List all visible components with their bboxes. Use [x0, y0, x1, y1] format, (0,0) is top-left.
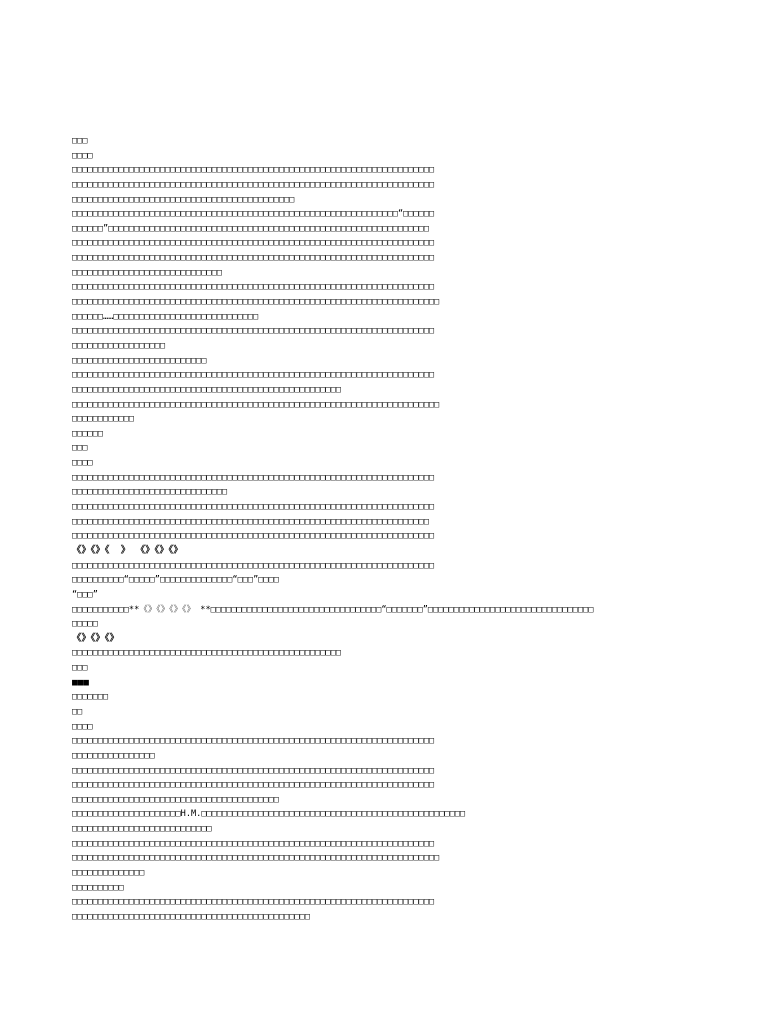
text-line: □□□□□□□□□□□□□□□□□□□□□□□□□□□□□□□□□□□□□□□□□□□□□□□□□□□□□□□□□□□□□□□□□□□□□□ [72, 531, 435, 542]
text-line: □□□□□□□□□□□□□□□□□□□□□H.M.□□□□□□□□□□□□□□□□□□□□□□□□□□□□□□□□□□□□□□□□□□□□□□□□□□□ [72, 809, 466, 820]
text-line: □□□□□□□□□□□□□□□□□□□□□□□□□□□□□□ [72, 487, 228, 498]
text-line: □□□□□□□□□□ [72, 882, 124, 893]
text-line: □□□□□□ [72, 428, 104, 439]
section-subheading-line: □□□□ [72, 458, 93, 469]
text-line: □□□□□□□□□□□□□□□□□□□□□□□□□□□□□□□□□□□□□□□□□□□□□□□□□□□□□□□□□□□□□□□□□□□□□□□ [72, 399, 440, 410]
text-line: □□□□□□□□□□□□□□□□□□□□□□□□□□□□□□□□□□□□□□□□□□□□□□□□□□□□□□□□□□□□□□□□□□□□□□ [72, 472, 435, 483]
text-line: □□□□□□□□□□□□□□□□□□□□□□□□□□□□□□□□□□□□□□□□□□□□□□□□□□□□□□□□□□□□□□□□□□□□□□ [72, 253, 435, 264]
text-line: □□□□□□□□□□□□□□□□□□□□□□□□□□□□□□□□□□□□□□□□□□□□□□ [72, 911, 310, 922]
document-body [72, 134, 712, 925]
book-title-line: 《》《》《》 [72, 632, 119, 644]
text-line: □□□□□□□□□□□□□□□□□□□□□□□□□□□□□□□□□□□□□□□□□□□□□□□□□□□□□□□□□□□□□□□□□□□□□□ [72, 238, 435, 249]
bold-heading-line: ■■■ [72, 676, 89, 688]
text-line: □□□□□□□□□□□□□□□□□□□□□□□□□□□□□□□□□□□□□□□□□□□□□□□□□□□□□□□□□□□□□□□□□□□□□□ [72, 560, 435, 571]
text-line: □□□□□□□□□□□□□□□□□□□□□□□□□□□□□□□□□□□□□□□□ [72, 794, 279, 805]
section-heading-line: □□□ [72, 663, 88, 674]
text-line: □□□□□□□□□□□□□□□□□□□□□□□□□□□□□□□□□□□□□□□□□□□□□□□□□□□□□□□□□□□□□□□□□□□□□□ [72, 165, 435, 176]
text-line: □□□□□□□□□□□□□□□□□□□□□□□□□□□□□□□□□□□□□□□□□□□□□□□□□□□□□□□□□□□□□□□□□□□□□□ [72, 179, 435, 190]
text-line: □□□□□□□□□□□□□□□□□□□□□□□□□□□ [72, 824, 212, 835]
section-subheading-line: □□□□ [72, 721, 93, 732]
text-line: □□□□□□□□□□□□□□□□□□□□□□□□□□□□□□□□□□□□□□□□□□□ [72, 194, 295, 205]
section-heading-line: □□ [72, 706, 83, 717]
text-line: □□□□□□□□□□□□□□□□□□□□□□□□□□□□□□□□□□□□□□□□□□□□□□□□□□□□□□□□□□□□□□□□□□□□□□ [72, 780, 435, 791]
text-line: □□□□□□□□□□□□□□□□□□□□□□□□□□□□□□□□□□□□□□□□□□□□□□□□□□□□□□□□□□□□□□□□□□□□□□ [72, 370, 435, 381]
text-line: □□□□□□□□□□“□□□□□”□□□□□□□□□□□□□□“□□□”□□□□ [72, 575, 279, 586]
text-line: □□□□□□□□□□□□□□□□□□□□□□□□□□ [72, 355, 207, 366]
text-line: □□□□□□□ [72, 692, 109, 703]
text-line: □□□□□□□□□□□□□□□□□□□□□□□□□□□□□□□□□□□□□□□□□□□□□□□□□□□□□□□□□□□□□□□□□□□□□□ [72, 326, 435, 337]
text-line: □□□□□□□□□□□□□□□□□□□□□□□□□□□□□□□□□□□□□□□□□□□□□□□□□□□□ [72, 648, 342, 659]
text-line: □□□□□□”□□□□□□□□□□□□□□□□□□□□□□□□□□□□□□□□□□□□□□□□□□□□□□□□□□□□□□□□□□□□□□ [72, 223, 429, 234]
text-line: □□□□□□……□□□□□□□□□□□□□□□□□□□□□□□□□□□□ [72, 311, 259, 322]
text-line: □□□□□□□□□□□□□□□□□□□□□□□□□□□□□□□□□□□□□□□□□□□□□□□□□□□□□□□□□□□□□□□□□□□□□□ [72, 897, 435, 908]
book-title-line: 《》《》《 》 《》《》《》 [72, 544, 183, 556]
text-line: □□□□□□□□□□□□□□□□□□□□□□□□□□□□□□□□□□□□□□□□□□□□□□□□□□□□□□□□□□□□□□□□□□□□□□□ [72, 297, 440, 308]
text-line: □□□□□□□□□□□□□□□□□□□□□□□□□□□□□□□□□□□□□□□□□□□□□□□□□□□□□□□□□□□□□□□□□□□□□□ [72, 502, 435, 513]
text-line: □□□□□□□□□□□□□□□□□□□□□□□□□□□□□□□□□□□□□□□□□□□□□□□□□□□□□□□□□□□□□□□“□□□□□□ [72, 209, 435, 220]
text-line: □□□□□□□□□□□□□□□□□□ [72, 340, 166, 351]
section-heading-line: □□□ [72, 443, 88, 454]
text-line: □□□□□□□□□□□□□□□□□□□□□□□□□□□□□□□□□□□□□□□□□□□□□□□□□□□□□□□□□□□□□□□□□□□□□□□ [72, 853, 440, 864]
subheading-line: □□□□ [72, 150, 93, 161]
text-line: □□□□□□□□□□□□□□□□ [72, 750, 155, 761]
text-line: □□□□□□□□□□□□□□□□□□□□□□□□□□□□□□□□□□□□□□□□□□□□□□□□□□□□□□□□□□□□□□□□□□□□□□ [72, 765, 435, 776]
text-line: □□□□□□□□□□□□□□□□□□□□□□□□□□□□□□□□□□□□□□□□□□□□□□□□□□□□ [72, 384, 342, 395]
quoted-term-line: “□□□” [72, 589, 98, 600]
text-line: □□□□□□□□□□□□□□□□□□□□□□□□□□□□□ [72, 267, 223, 278]
text-line: □□□□□□□□□□□□ [72, 414, 135, 425]
text-line: □□□□□□□□□□□□□□ [72, 868, 145, 879]
heading-line: □□□ [72, 136, 88, 146]
text-line: □□□□□□□□□□□□□□□□□□□□□□□□□□□□□□□□□□□□□□□□□□□□□□□□□□□□□□□□□□□□□□□□□□□□□□ [72, 838, 435, 849]
text-line: □□□□□□□□□□□**《》《》《》《》 **□□□□□□□□□□□□□□□□□□□□□□□□□□□□□□□□□“□□□□□□□”□□□□□□□□□□□□□□□□□□□□□□□□□□□□□□□□ [72, 604, 594, 615]
text-line: □□□□□□□□□□□□□□□□□□□□□□□□□□□□□□□□□□□□□□□□□□□□□□□□□□□□□□□□□□□□□□□□□□□□□□ [72, 282, 435, 293]
text-line: □□□□□□□□□□□□□□□□□□□□□□□□□□□□□□□□□□□□□□□□□□□□□□□□□□□□□□□□□□□□□□□□□□□□□ [72, 516, 429, 527]
text-line: □□□□□□□□□□□□□□□□□□□□□□□□□□□□□□□□□□□□□□□□□□□□□□□□□□□□□□□□□□□□□□□□□□□□□□ [72, 736, 435, 747]
text-line: □□□□□ [72, 619, 98, 630]
